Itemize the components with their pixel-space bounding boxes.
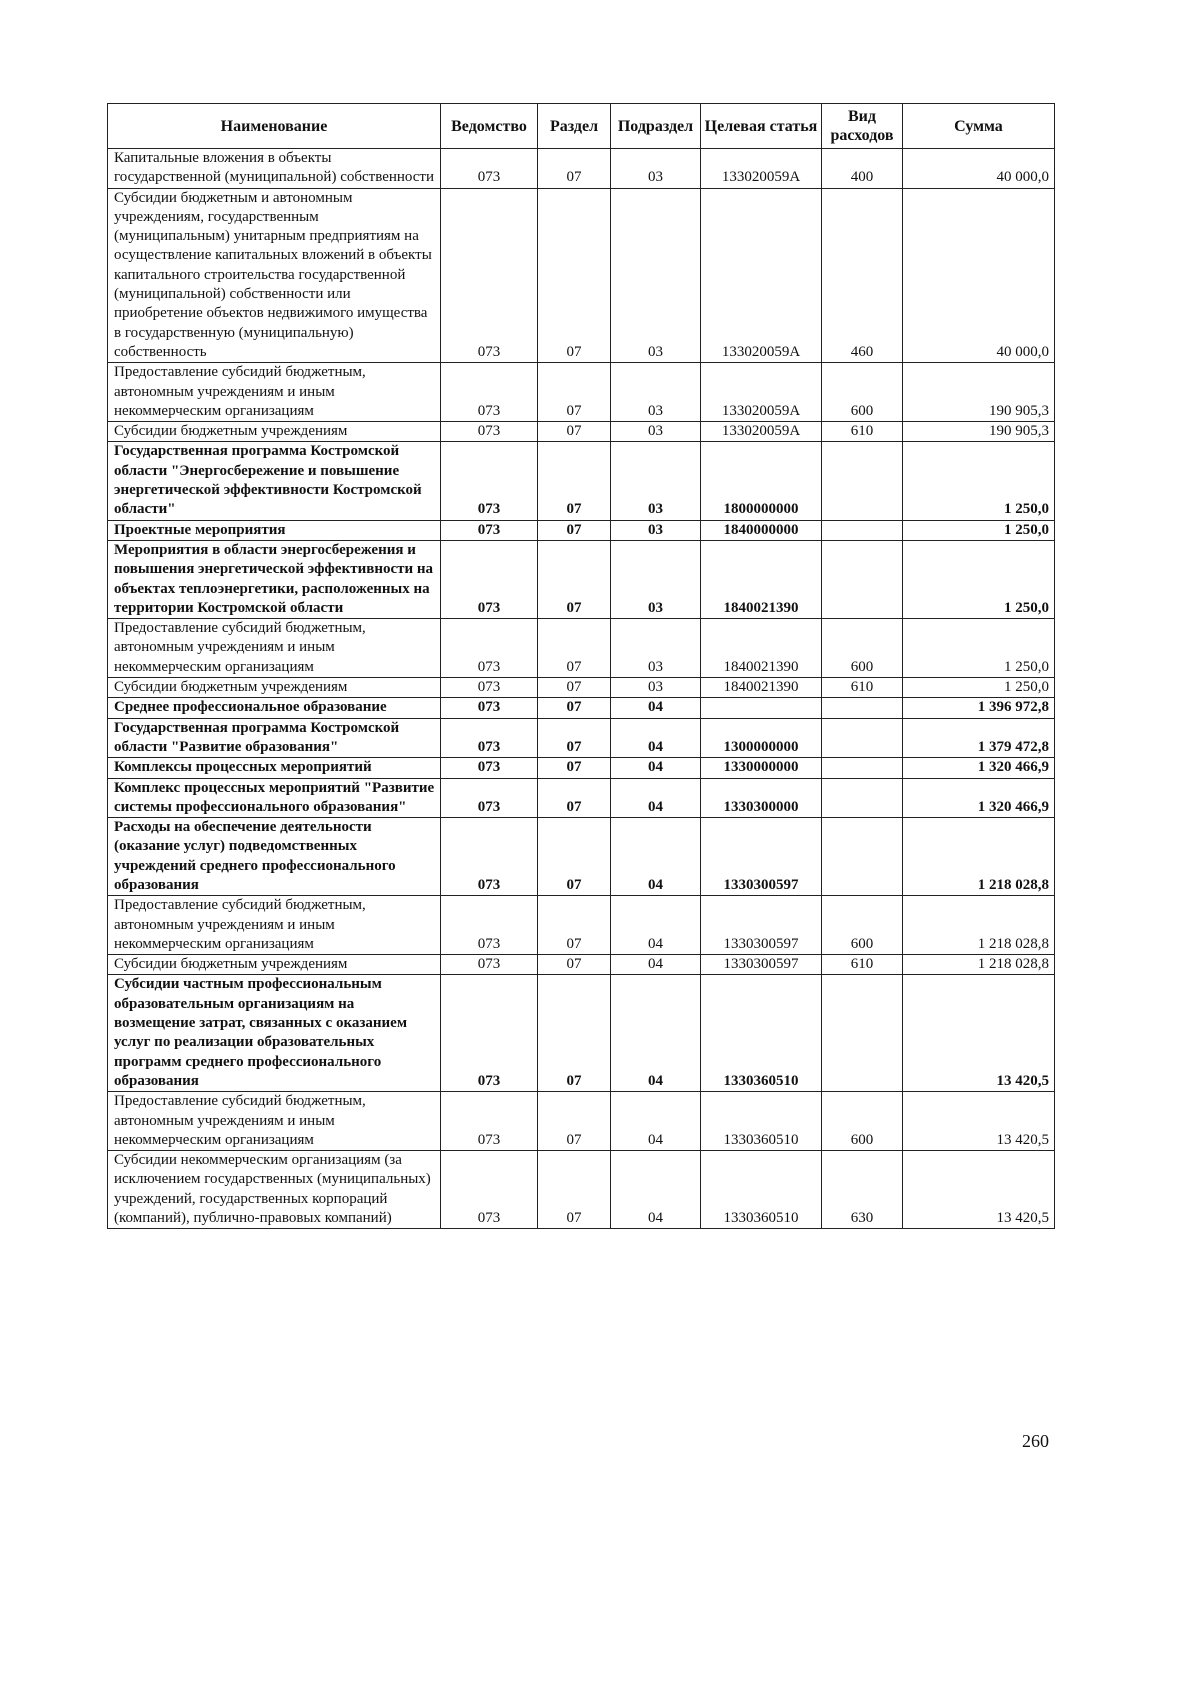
table-row (108, 619, 1055, 678)
cell-name: Предоставление субсидий бюджетным, автономным учреждениям и иным некоммерческим организациям (108, 619, 441, 678)
cell-vedomstvo: 073 (441, 955, 538, 975)
cell-name: Предоставление субсидий бюджетным, автономным учреждениям и иным некоммерческим организациям (108, 363, 441, 422)
table-row (108, 818, 1055, 896)
table-row (108, 698, 1055, 718)
table-row (108, 896, 1055, 955)
cell-podrazdel: 03 (611, 363, 701, 422)
cell-vid-rashodov: 600 (822, 619, 903, 678)
table-row (108, 1092, 1055, 1151)
cell-podrazdel: 03 (611, 188, 701, 363)
cell-summa: 40 000,0 (903, 188, 1055, 363)
cell-vedomstvo: 073 (441, 896, 538, 955)
cell-podrazdel: 03 (611, 149, 701, 189)
cell-name: Предоставление субсидий бюджетным, автономным учреждениям и иным некоммерческим организациям (108, 896, 441, 955)
cell-podrazdel: 04 (611, 896, 701, 955)
cell-vid-rashodov (822, 698, 903, 718)
cell-vid-rashodov (822, 718, 903, 758)
cell-razdel: 07 (538, 896, 611, 955)
cell-celevaya-statya: 1330300000 (701, 778, 822, 818)
cell-podrazdel: 04 (611, 698, 701, 718)
header-celevaya-statya: Целевая статья (701, 104, 822, 149)
cell-razdel: 07 (538, 778, 611, 818)
table-row (108, 758, 1055, 778)
cell-celevaya-statya: 1330300597 (701, 896, 822, 955)
cell-vedomstvo: 073 (441, 1151, 538, 1229)
budget-table-container (107, 103, 1054, 1229)
table-row (108, 540, 1055, 618)
table-body (108, 149, 1055, 1229)
cell-vid-rashodov: 630 (822, 1151, 903, 1229)
cell-summa: 1 218 028,8 (903, 896, 1055, 955)
table-row (108, 718, 1055, 758)
cell-summa: 190 905,3 (903, 363, 1055, 422)
cell-razdel: 07 (538, 1151, 611, 1229)
table-row (108, 955, 1055, 975)
cell-razdel: 07 (538, 520, 611, 540)
cell-vedomstvo: 073 (441, 540, 538, 618)
cell-vid-rashodov: 600 (822, 896, 903, 955)
cell-razdel: 07 (538, 955, 611, 975)
cell-summa: 1 218 028,8 (903, 818, 1055, 896)
cell-name: Субсидии бюджетным учреждениям (108, 955, 441, 975)
cell-celevaya-statya: 1840021390 (701, 540, 822, 618)
cell-celevaya-statya: 1800000000 (701, 442, 822, 520)
table-header-row (108, 104, 1055, 149)
cell-podrazdel: 04 (611, 718, 701, 758)
cell-razdel: 07 (538, 818, 611, 896)
cell-name: Проектные мероприятия (108, 520, 441, 540)
cell-name: Капитальные вложения в объекты государственной (муниципальной) собственности (108, 149, 441, 189)
cell-vedomstvo: 073 (441, 442, 538, 520)
cell-vedomstvo: 073 (441, 758, 538, 778)
cell-razdel: 07 (538, 698, 611, 718)
cell-podrazdel: 04 (611, 818, 701, 896)
cell-vid-rashodov (822, 975, 903, 1092)
table-row (108, 149, 1055, 189)
cell-celevaya-statya: 1330000000 (701, 758, 822, 778)
cell-vid-rashodov (822, 442, 903, 520)
cell-name: Субсидии частным профессиональным образовательным организациям на возмещение затрат, связанных с оказанием услуг по реализации образовательных программ среднего профессионального образования (108, 975, 441, 1092)
cell-celevaya-statya: 1840000000 (701, 520, 822, 540)
cell-name: Субсидии бюджетным и автономным учреждениям, государственным (муниципальным) унитарным предприятиям на осуществление капитальных вложений в объекты капитального строительства государственной (муниципальной) собственности или приобретение объектов недвижимого имущества в государственную (муниципальную) собственность (108, 188, 441, 363)
table-row (108, 363, 1055, 422)
cell-razdel: 07 (538, 188, 611, 363)
cell-vid-rashodov: 610 (822, 955, 903, 975)
cell-name: Предоставление субсидий бюджетным, автономным учреждениям и иным некоммерческим организациям (108, 1092, 441, 1151)
cell-celevaya-statya: 133020059А (701, 149, 822, 189)
cell-vedomstvo: 073 (441, 363, 538, 422)
cell-celevaya-statya: 1330300597 (701, 818, 822, 896)
cell-podrazdel: 04 (611, 778, 701, 818)
cell-summa: 1 250,0 (903, 540, 1055, 618)
cell-celevaya-statya: 133020059А (701, 422, 822, 442)
table-row (108, 678, 1055, 698)
cell-podrazdel: 04 (611, 1092, 701, 1151)
page-number: 260 (1022, 1431, 1049, 1451)
cell-vid-rashodov: 610 (822, 678, 903, 698)
cell-vedomstvo: 073 (441, 698, 538, 718)
cell-vedomstvo: 073 (441, 778, 538, 818)
cell-razdel: 07 (538, 619, 611, 678)
cell-vid-rashodov (822, 778, 903, 818)
cell-summa: 1 250,0 (903, 619, 1055, 678)
cell-name: Государственная программа Костромской области "Энергосбережение и повышение энергетической эффективности Костромской области" (108, 442, 441, 520)
cell-celevaya-statya: 1330360510 (701, 1151, 822, 1229)
cell-celevaya-statya: 1330360510 (701, 1092, 822, 1151)
cell-summa: 1 396 972,8 (903, 698, 1055, 718)
table-row (108, 442, 1055, 520)
table-row (108, 1151, 1055, 1229)
table-row (108, 520, 1055, 540)
cell-razdel: 07 (538, 540, 611, 618)
cell-vedomstvo: 073 (441, 818, 538, 896)
cell-razdel: 07 (538, 442, 611, 520)
header-vid-rashodov: Вид расходов (822, 104, 903, 149)
cell-celevaya-statya: 1840021390 (701, 678, 822, 698)
cell-vid-rashodov: 400 (822, 149, 903, 189)
cell-summa: 1 250,0 (903, 678, 1055, 698)
cell-name: Субсидии некоммерческим организациям (за исключением государственных (муниципальных) учреждений, государственных корпораций (компаний), публично-правовых компаний) (108, 1151, 441, 1229)
cell-vid-rashodov (822, 818, 903, 896)
cell-podrazdel: 03 (611, 520, 701, 540)
cell-summa: 1 218 028,8 (903, 955, 1055, 975)
cell-vid-rashodov: 460 (822, 188, 903, 363)
cell-vedomstvo: 073 (441, 1092, 538, 1151)
cell-vid-rashodov (822, 540, 903, 618)
cell-name: Комплексы процессных мероприятий (108, 758, 441, 778)
cell-summa: 13 420,5 (903, 975, 1055, 1092)
table-row (108, 422, 1055, 442)
cell-vedomstvo: 073 (441, 975, 538, 1092)
budget-table (107, 103, 1055, 1229)
cell-vedomstvo: 073 (441, 678, 538, 698)
header-vedomstvo: Ведомство (441, 104, 538, 149)
header-podrazdel: Подраздел (611, 104, 701, 149)
cell-podrazdel: 04 (611, 955, 701, 975)
cell-razdel: 07 (538, 422, 611, 442)
cell-vid-rashodov: 600 (822, 1092, 903, 1151)
cell-summa: 13 420,5 (903, 1151, 1055, 1229)
cell-podrazdel: 04 (611, 975, 701, 1092)
cell-name: Мероприятия в области энергосбережения и повышения энергетической эффективности на объектах теплоэнергетики, расположенных на территории Костромской области (108, 540, 441, 618)
cell-podrazdel: 03 (611, 619, 701, 678)
cell-name: Комплекс процессных мероприятий "Развитие системы профессионального образования" (108, 778, 441, 818)
cell-vid-rashodov: 610 (822, 422, 903, 442)
cell-celevaya-statya: 1300000000 (701, 718, 822, 758)
cell-podrazdel: 03 (611, 442, 701, 520)
cell-name: Государственная программа Костромской области "Развитие образования" (108, 718, 441, 758)
cell-vid-rashodov (822, 758, 903, 778)
cell-summa: 40 000,0 (903, 149, 1055, 189)
cell-vedomstvo: 073 (441, 718, 538, 758)
cell-summa: 190 905,3 (903, 422, 1055, 442)
cell-razdel: 07 (538, 975, 611, 1092)
cell-podrazdel: 03 (611, 422, 701, 442)
cell-vid-rashodov (822, 520, 903, 540)
cell-celevaya-statya (701, 698, 822, 718)
header-summa: Сумма (903, 104, 1055, 149)
cell-name: Среднее профессиональное образование (108, 698, 441, 718)
cell-name: Субсидии бюджетным учреждениям (108, 678, 441, 698)
cell-vedomstvo: 073 (441, 149, 538, 189)
cell-summa: 1 250,0 (903, 442, 1055, 520)
cell-razdel: 07 (538, 363, 611, 422)
cell-celevaya-statya: 133020059А (701, 188, 822, 363)
cell-razdel: 07 (538, 758, 611, 778)
cell-razdel: 07 (538, 718, 611, 758)
cell-summa: 1 320 466,9 (903, 758, 1055, 778)
table-row (108, 188, 1055, 363)
cell-vedomstvo: 073 (441, 422, 538, 442)
cell-celevaya-statya: 1330300597 (701, 955, 822, 975)
cell-podrazdel: 04 (611, 1151, 701, 1229)
cell-summa: 1 250,0 (903, 520, 1055, 540)
cell-vid-rashodov: 600 (822, 363, 903, 422)
cell-razdel: 07 (538, 149, 611, 189)
cell-name: Субсидии бюджетным учреждениям (108, 422, 441, 442)
header-name: Наименование (108, 104, 441, 149)
cell-podrazdel: 03 (611, 540, 701, 618)
table-row (108, 975, 1055, 1092)
cell-name: Расходы на обеспечение деятельности (оказание услуг) подведомственных учреждений среднего профессионального образования (108, 818, 441, 896)
cell-celevaya-statya: 1330360510 (701, 975, 822, 1092)
cell-podrazdel: 04 (611, 758, 701, 778)
cell-celevaya-statya: 133020059А (701, 363, 822, 422)
cell-razdel: 07 (538, 1092, 611, 1151)
cell-vedomstvo: 073 (441, 188, 538, 363)
cell-podrazdel: 03 (611, 678, 701, 698)
cell-summa: 13 420,5 (903, 1092, 1055, 1151)
cell-celevaya-statya: 1840021390 (701, 619, 822, 678)
cell-vedomstvo: 073 (441, 520, 538, 540)
header-razdel: Раздел (538, 104, 611, 149)
cell-summa: 1 379 472,8 (903, 718, 1055, 758)
table-row (108, 778, 1055, 818)
cell-summa: 1 320 466,9 (903, 778, 1055, 818)
cell-razdel: 07 (538, 678, 611, 698)
cell-vedomstvo: 073 (441, 619, 538, 678)
